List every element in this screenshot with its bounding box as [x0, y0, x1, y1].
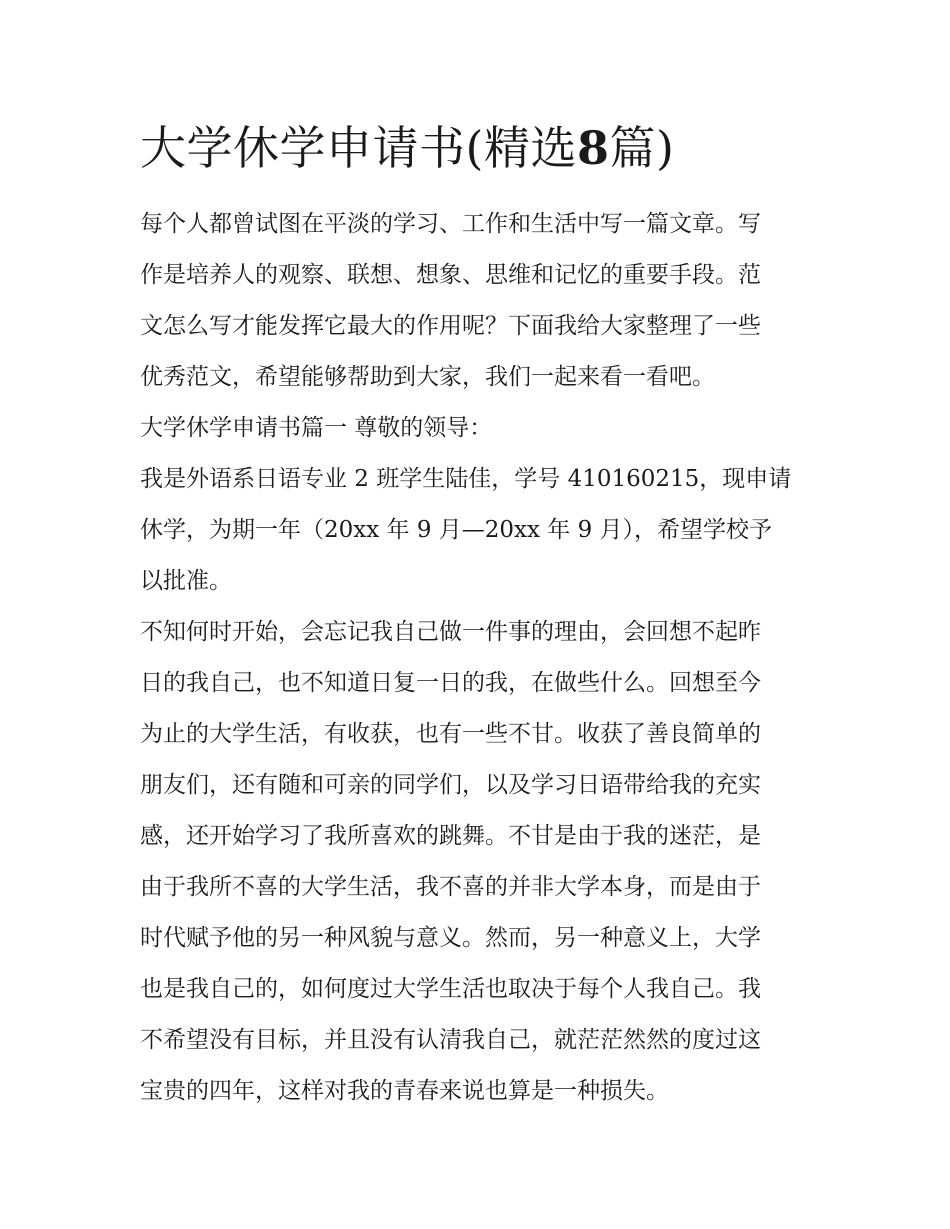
text-line: 作是培养人的观察、联想、想象、思维和记忆的重要手段。范: [140, 262, 761, 288]
text-line: 朋友们，还有随和可亲的同学们，以及学习日语带给我的充实: [140, 772, 761, 798]
text-line: 优秀范文，希望能够帮助到大家，我们一起来看一看吧。: [140, 364, 715, 390]
title-number: 8: [576, 121, 610, 175]
document-title: [140, 118, 820, 178]
text-line: 大学休学申请书篇一 尊敬的领导：: [140, 415, 493, 441]
paragraph-heading-salutation: [140, 403, 812, 454]
text-line: 我是外语系日语专业 2 班学生陆佳，学号 410160215，现申请: [140, 466, 792, 492]
text-line: 日的我自己，也不知道日复一日的我，在做些什么。回想至今: [140, 670, 761, 696]
paragraph-intro: [140, 199, 812, 403]
text-line: 宝贵的四年，这样对我的青春来说也算是一种损失。: [140, 1078, 669, 1104]
text-line: 以批准。: [140, 568, 232, 594]
text-line: 感，还开始学习了我所喜欢的跳舞。不甘是由于我的迷茫，是: [140, 823, 761, 849]
text-line: 不知何时开始，会忘记我自己做一件事的理由，会回想不起昨: [140, 619, 761, 645]
text-line: 不希望没有目标，并且没有认清我自己，就茫茫然然的度过这: [140, 1027, 761, 1053]
paragraph-request: [140, 454, 812, 607]
title-suffix: 篇): [609, 121, 675, 175]
text-line: 由于我所不喜的大学生活，我不喜的并非大学本身，而是由于: [140, 874, 761, 900]
text-line: 文怎么写才能发挥它最大的作用呢？下面我给大家整理了一些: [140, 313, 761, 339]
document-body: [140, 199, 812, 1117]
text-line: 休学，为期一年（20xx 年 9 月—20xx 年 9 月），希望学校予: [140, 517, 773, 543]
text-line: 也是我自己的，如何度过大学生活也取决于每个人我自己。我: [140, 976, 761, 1002]
text-line: 为止的大学生活，有收获，也有一些不甘。收获了善良简单的: [140, 721, 761, 747]
paragraph-reason: [140, 607, 812, 1117]
text-line: 时代赋予他的另一种风貌与意义。然而，另一种意义上，大学: [140, 925, 761, 951]
title-prefix: 大学休学申请书(精选: [140, 121, 577, 175]
text-line: 每个人都曾试图在平淡的学习、工作和生活中写一篇文章。写: [140, 211, 761, 237]
